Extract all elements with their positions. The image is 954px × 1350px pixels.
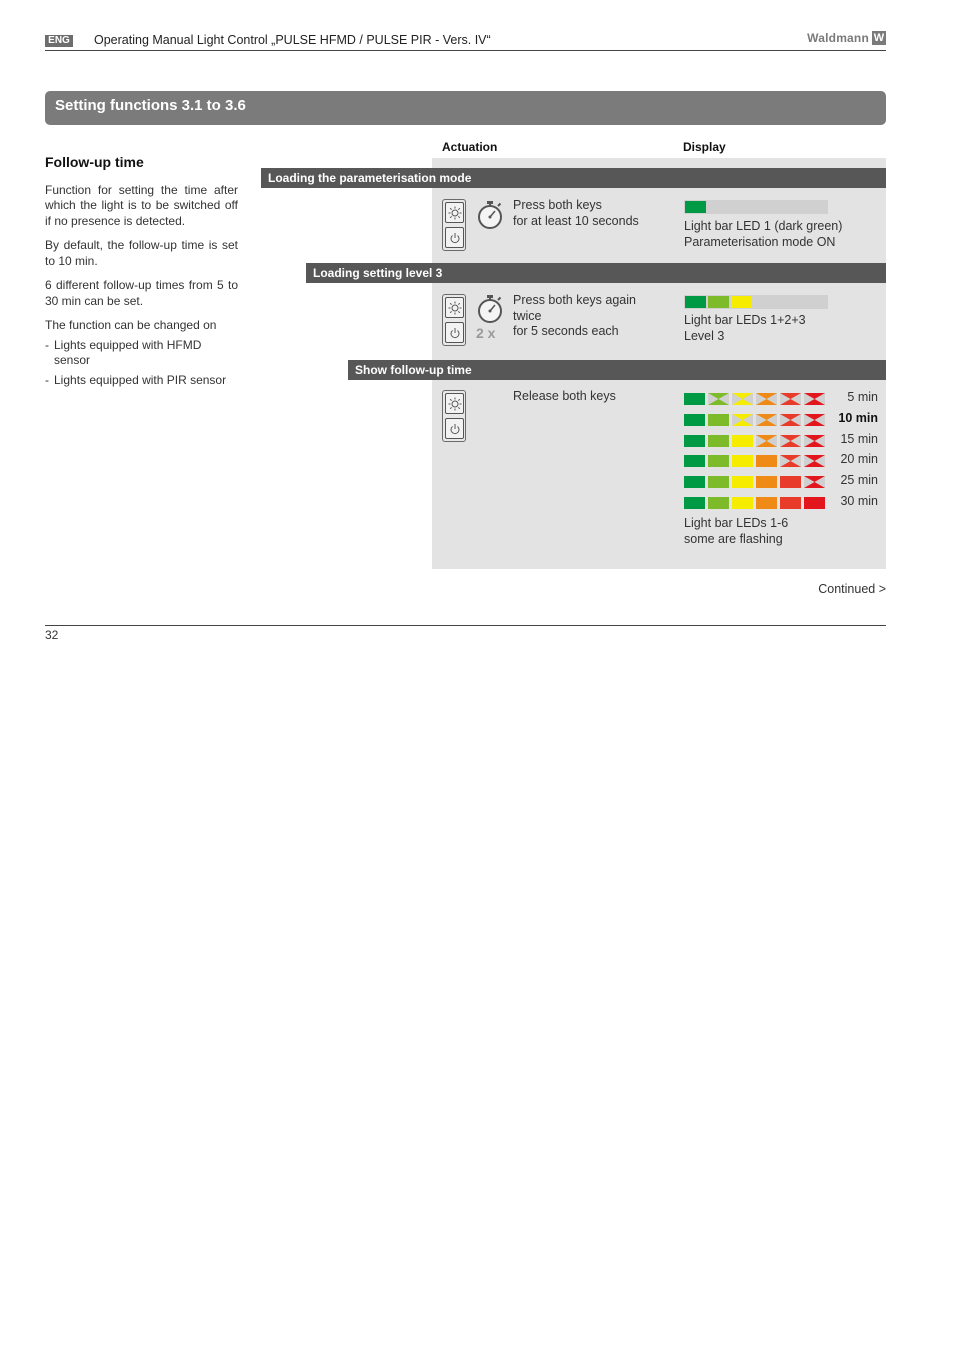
led-flashing-icon [804,476,825,488]
follow-up-time-label: 10 min [838,411,878,425]
led-flashing-icon [804,435,825,447]
led-lit [684,497,705,509]
led-lit [708,414,729,426]
display-description: Light bar LED 1 (dark green) Parameterisation mode ON [684,219,843,249]
brand-mark-icon: W [873,32,885,44]
led-flashing-icon [732,414,753,426]
led-lit [756,497,777,509]
led-lit [780,497,801,509]
follow-up-time-label: 20 min [840,452,878,466]
led-lit [684,414,705,426]
repeat-count: 2 x [476,325,496,341]
continued-link[interactable]: Continued > [818,582,886,596]
step-title-bar: Show follow-up time [348,360,886,380]
language-badge: ENG [45,35,73,47]
led-lit [684,393,705,405]
list-item: - Lights equipped with PIR sensor [45,372,227,387]
page-number: 32 [45,628,59,642]
led-2 [708,296,729,308]
led-lit [732,435,753,447]
description-paragraph: Function for setting the time after which the light is to be switched off if no presence is detected. [45,182,238,228]
follow-up-row [684,392,880,406]
follow-up-time-label: 5 min [847,390,878,404]
led-flashing-icon [804,393,825,405]
step-instruction: Press both keys again twice for 5 seconds each [513,293,636,338]
led-flashing-icon [756,435,777,447]
light-key-icon [445,202,464,223]
section-header [45,91,886,125]
led-flashing-icon [732,393,753,405]
power-key-icon [445,418,464,439]
led-flashing-icon [756,414,777,426]
led-lit [780,476,801,488]
led-flashing-icon [708,393,729,405]
follow-up-time-label: 15 min [840,432,878,446]
follow-up-row [684,496,880,510]
footer-rule [45,625,886,626]
follow-up-row [684,413,880,427]
follow-up-time-label: 30 min [840,494,878,508]
section-title: Setting functions 3.1 to 3.6 [55,97,246,114]
stopwatch-icon [476,200,504,230]
power-key-icon [445,227,464,248]
led-lit [708,435,729,447]
header-rule [45,50,886,51]
led-flashing-icon [780,455,801,467]
led-lit [732,497,753,509]
function-heading: Follow-up time [45,154,144,170]
description-paragraph: The function can be changed on [45,318,217,332]
led-lit [804,497,825,509]
led-lit [684,435,705,447]
led-1 [685,201,706,213]
led-flashing-icon [780,414,801,426]
light-bar [684,200,828,214]
light-key-icon [445,297,464,318]
led-lit [708,476,729,488]
led-flashing-icon [780,393,801,405]
display-description: Light bar LEDs 1-6 some are flashing [684,516,789,546]
description-paragraph: By default, the follow-up time is set to 10 min. [45,238,238,268]
led-lit [684,476,705,488]
led-lit [756,455,777,467]
control-keys [442,294,466,346]
step-instruction: Press both keys for at least 10 seconds [513,198,639,228]
led-flashing-icon [804,414,825,426]
follow-up-row [684,475,880,489]
left-description [45,155,238,392]
light-type-list [45,338,238,389]
light-bar [684,295,828,309]
led-3 [731,296,752,308]
led-flashing-icon [780,435,801,447]
follow-up-row [684,434,880,448]
led-lit [756,476,777,488]
step-title-bar: Loading setting level 3 [306,263,886,283]
brand-name: Waldmann [807,31,869,45]
actuation-column-header: Actuation [442,140,498,154]
power-key-icon [445,322,464,343]
follow-up-led-matrix [684,392,880,518]
led-lit [708,497,729,509]
light-key-icon [445,393,464,414]
stopwatch-icon [476,294,504,324]
document-title: Operating Manual Light Control „PULSE HFMD / PULSE PIR - Vers. IV“ [94,33,491,47]
display-column-header: Display [683,140,726,154]
follow-up-time-label: 25 min [840,473,878,487]
description-paragraph: 6 different follow-up times from 5 to 30 min can be set. [45,278,238,308]
display-description: Light bar LEDs 1+2+3 Level 3 [684,313,806,343]
led-1 [685,296,706,308]
brand-logo [807,31,886,45]
led-lit [708,455,729,467]
control-keys [442,390,466,442]
led-lit [732,455,753,467]
control-keys [442,199,466,251]
led-lit [684,455,705,467]
list-item: - Lights equipped with HFMD sensor [45,337,202,367]
step-instruction: Release both keys [513,389,616,403]
led-lit [732,476,753,488]
step-title-bar: Loading the parameterisation mode [261,168,886,188]
led-flashing-icon [804,455,825,467]
follow-up-row [684,454,880,468]
led-flashing-icon [756,393,777,405]
